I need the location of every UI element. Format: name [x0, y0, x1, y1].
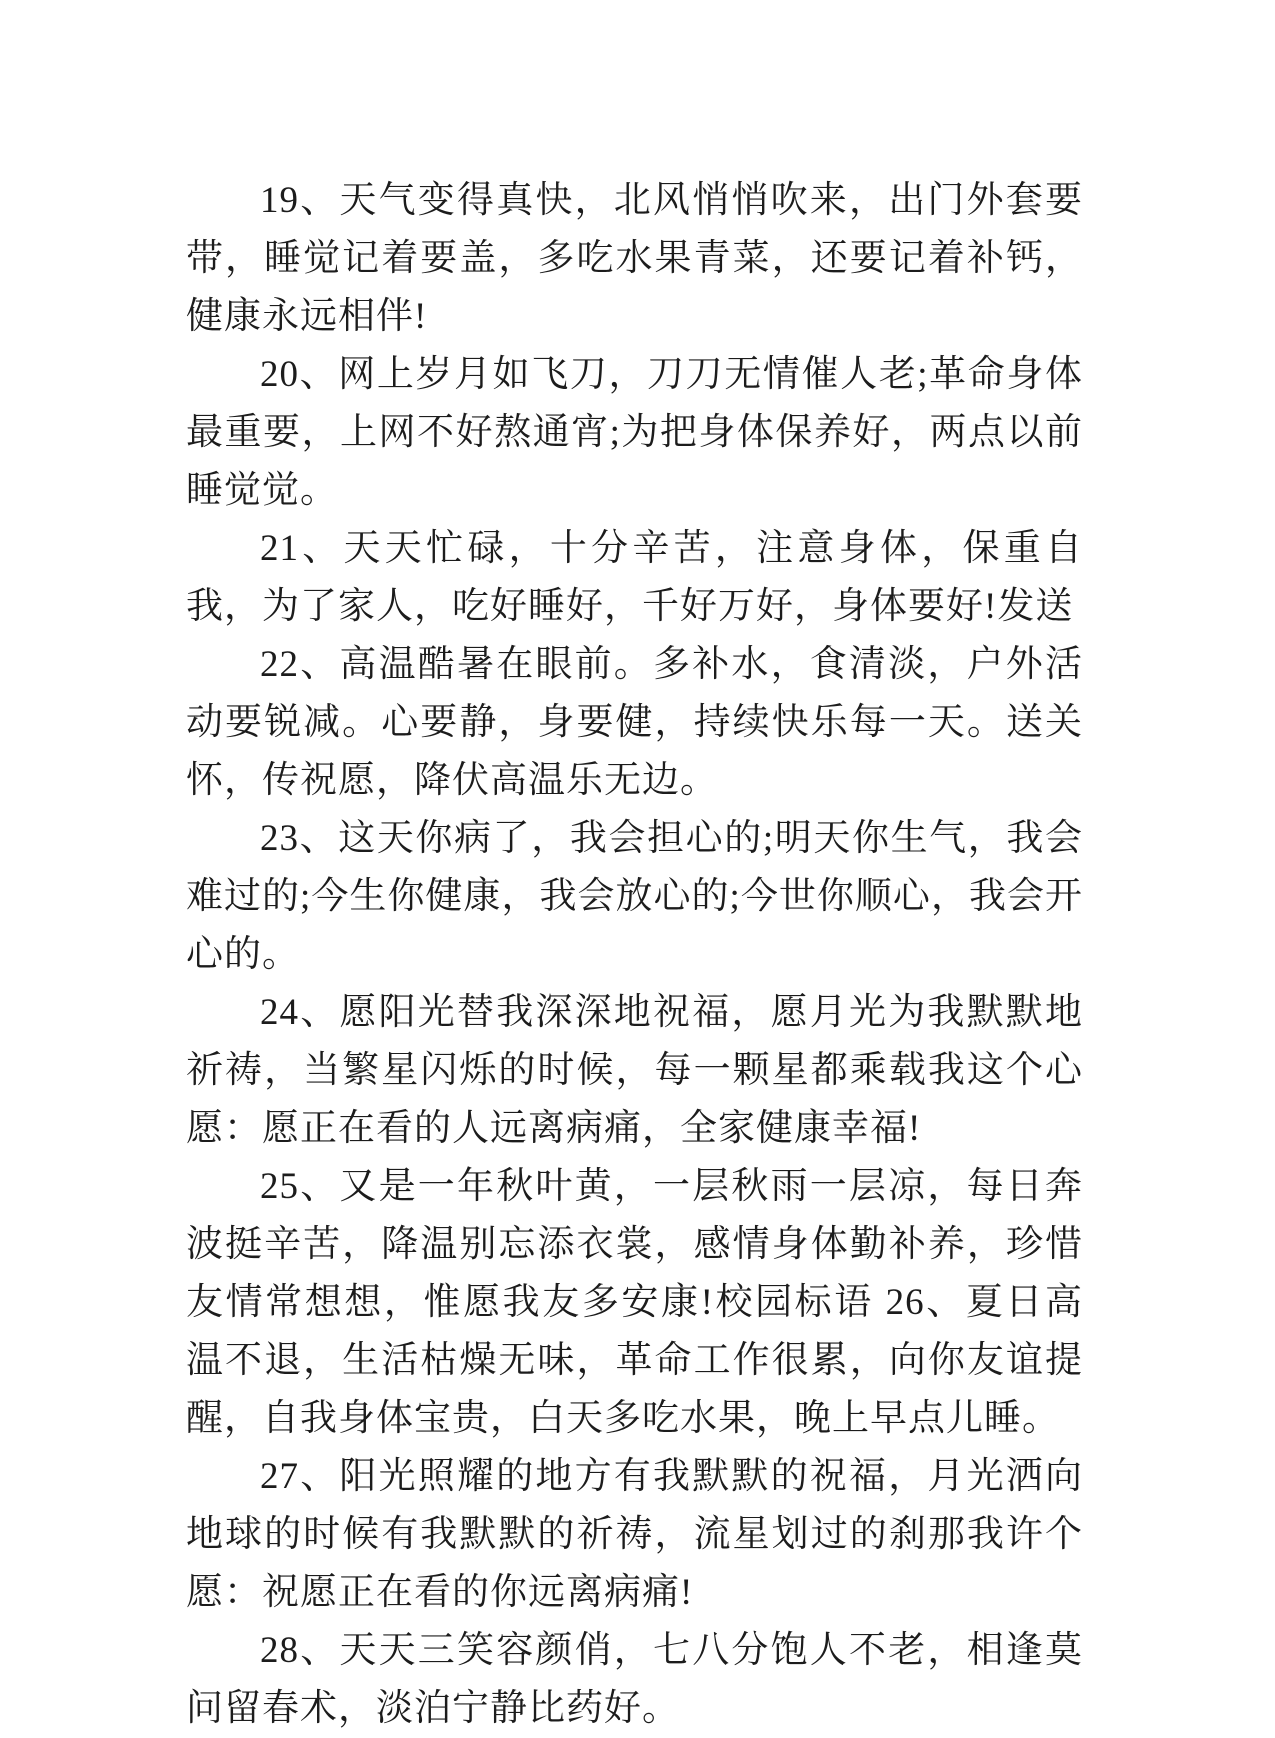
paragraph-27: 27、阳光照耀的地方有我默默的祝福，月光洒向地球的时候有我默默的祈祷，流星划过的刹那我许个愿：祝愿正在看的你远离病痛! [186, 1456, 1083, 1613]
paragraph-23: 23、这天你病了，我会担心的;明天你生气，我会难过的;今生你健康，我会放心的;今世你顺心，我会开心的。 [186, 818, 1083, 975]
paragraph-21: 21、天天忙碌，十分辛苦，注意身体，保重自我，为了家人，吃好睡好，千好万好，身体要好!发送 [186, 528, 1083, 627]
paragraph-25-26: 25、又是一年秋叶黄，一层秋雨一层凉，每日奔波挺辛苦，降温别忘添衣裳，感情身体勤补养，珍惜友情常想想，惟愿我友多安康!校园标语 26、夏日高温不退，生活枯燥无味，革命工作很累，向你友谊提醒，自我身体宝贵，白天多吃水果，晚上早点儿睡。 [186, 1166, 1083, 1439]
paragraph-28: 28、天天三笑容颜俏，七八分饱人不老，相逢莫问留春术，淡泊宁静比药好。 [186, 1630, 1083, 1729]
document-body [186, 172, 1083, 1738]
paragraph-19: 19、天气变得真快，北风悄悄吹来，出门外套要带，睡觉记着要盖，多吃水果青菜，还要记着补钙，健康永远相伴! [186, 180, 1083, 337]
paragraph-20: 20、网上岁月如飞刀，刀刀无情催人老;革命身体最重要，上网不好熬通宵;为把身体保养好，两点以前睡觉觉。 [186, 354, 1083, 511]
paragraph-24: 24、愿阳光替我深深地祝福，愿月光为我默默地祈祷，当繁星闪烁的时候，每一颗星都乘载我这个心愿：愿正在看的人远离病痛，全家健康幸福! [186, 992, 1083, 1149]
paragraph-22: 22、高温酷暑在眼前。多补水，食清淡，户外活动要锐减。心要静，身要健，持续快乐每一天。送关怀，传祝愿，降伏高温乐无边。 [186, 644, 1083, 801]
